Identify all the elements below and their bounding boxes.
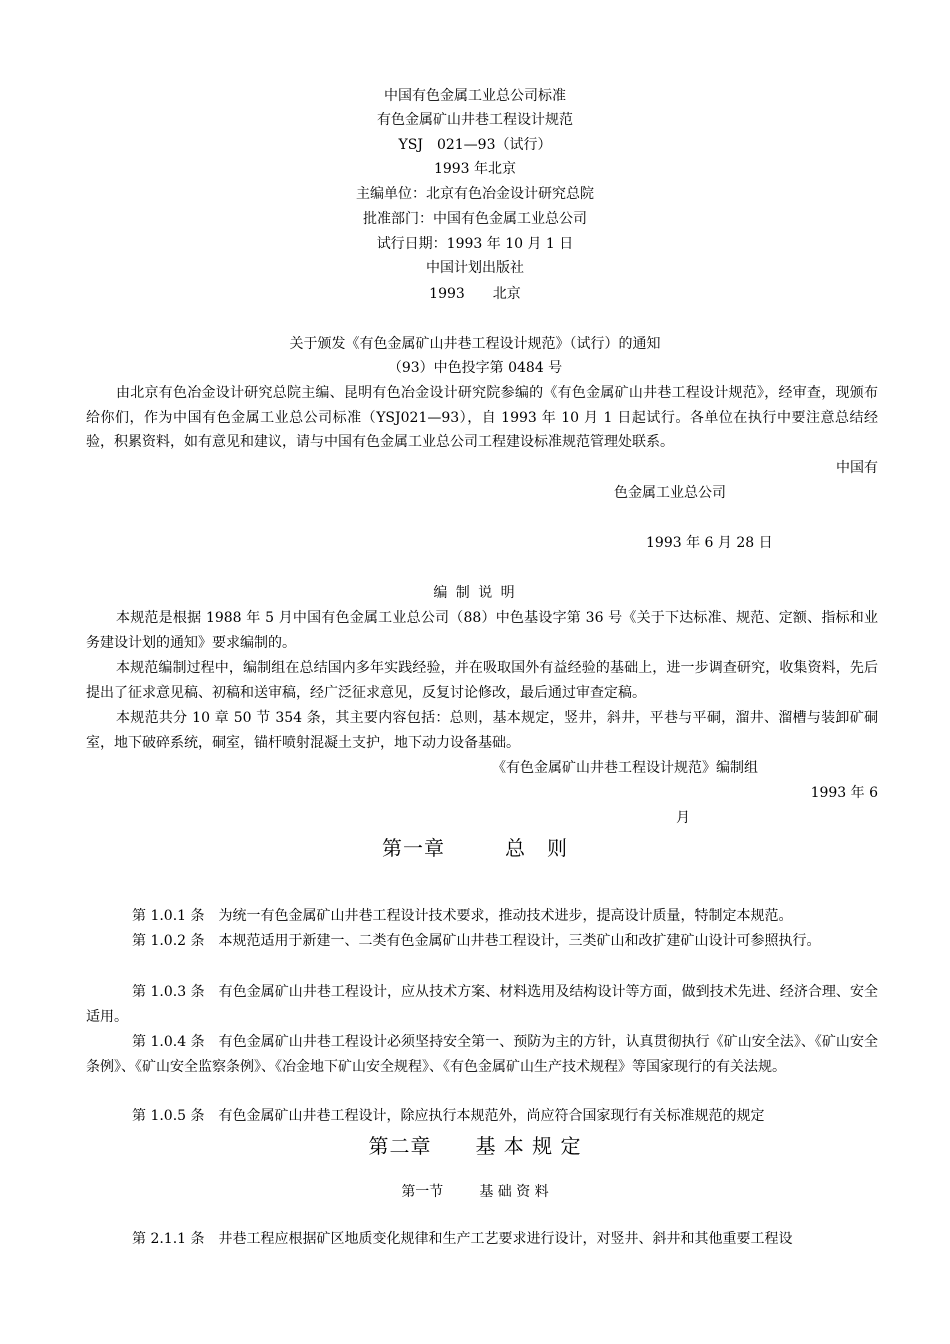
notice-signer-part2: 色金属工业总公司 <box>614 485 726 501</box>
publish-year-place: 1993 北京 <box>429 286 521 302</box>
article-1-0-3: 第 1.0.3 条 有色金属矿山井巷工程设计，应从技术方案、材料选用及结构设计等方面，做到技术先进、经济合理、安全适用。 <box>86 984 878 1025</box>
preface-paragraph-3: 本规范共分 10 章 50 节 354 条，其主要内容包括：总则，基本规定，竖井，斜井，平巷与平硐，溜井、溜槽与装卸矿硐室，地下破碎系统，硐室，锚杆喷射混凝土支护，地下动力设备基础。 <box>86 710 878 751</box>
article-2-1-1: 第 2.1.1 条 井巷工程应根据矿区地质变化规律和生产工艺要求进行设计，对竖井、斜井和其他重要工程设 <box>132 1231 793 1247</box>
section-1-number: 第一节 <box>401 1184 444 1200</box>
preface-signer: 《有色金属矿山井巷工程设计规范》编制组 <box>492 760 758 776</box>
notice-date: 1993 年 6 月 28 日 <box>646 535 773 551</box>
chief-editor-unit: 主编单位：北京有色冶金设计研究总院 <box>356 186 594 202</box>
section-1-title: 基 础 资 料 <box>479 1184 549 1200</box>
chapter-1-title: 总 则 <box>505 836 568 860</box>
preface-title: 编 制 说 明 <box>433 585 517 601</box>
chapter-2-title: 基 本 规 定 <box>475 1134 582 1158</box>
chapter-1-number: 第一章 <box>382 836 445 860</box>
trial-date: 试行日期：1993 年 10 月 1 日 <box>376 236 574 252</box>
article-1-0-1: 第 1.0.1 条 为统一有色金属矿山井巷工程设计技术要求，推动技术进步，提高设计质量，特制定本规范。 <box>132 908 793 924</box>
preface-date-part1: 1993 年 6 <box>810 785 878 801</box>
notice-title: 关于颁发《有色金属矿山井巷工程设计规范》（试行）的通知 <box>289 336 661 352</box>
chapter-1-heading <box>0 838 950 858</box>
preface-date-part2: 月 <box>676 810 690 826</box>
article-1-0-5: 第 1.0.5 条 有色金属矿山井巷工程设计，除应执行本规范外，尚应符合国家现行有关标准规范的规定 <box>132 1108 765 1124</box>
cover-year-place: 1993 年北京 <box>433 161 517 177</box>
notice-signer-part1: 中国有 <box>836 460 878 476</box>
chapter-2-heading <box>0 1136 950 1156</box>
preface-paragraph-1: 本规范是根据 1988 年 5 月中国有色金属工业总公司（88）中色基设字第 36 号《关于下达标准、规范、定额、指标和业务建设计划的通知》要求编制的。 <box>86 610 878 651</box>
standard-issuer: 中国有色金属工业总公司标准 <box>384 88 566 104</box>
notice-number: （93）中色投字第 0484 号 <box>387 360 563 376</box>
section-1-heading <box>0 1182 950 1202</box>
standard-code: YSJ 021—93（试行） <box>398 137 552 153</box>
notice-body: 由北京有色冶金设计研究总院主编、昆明有色冶金设计研究院参编的《有色金属矿山井巷工程设计规范》，经审查，现颁布给你们，作为中国有色金属工业总公司标准（YSJ021—93），自 1993 年 10 月 1 日起试行。各单位在执行中要注意总结经验，积累资料，如有意见和建议，请与中国有色金属工业总公司工程建设标准规范管理处联系。 <box>86 385 878 450</box>
publisher: 中国计划出版社 <box>426 260 524 276</box>
chapter-2-number: 第二章 <box>368 1134 432 1158</box>
preface-paragraph-2: 本规范编制过程中，编制组在总结国内多年实践经验，并在吸取国外有益经验的基础上，进一步调查研究，收集资料，先后提出了征求意见稿、初稿和送审稿，经广泛征求意见，反复讨论修改，最后通过审查定稿。 <box>86 660 878 701</box>
document-title: 有色金属矿山井巷工程设计规范 <box>377 112 573 128</box>
approving-department: 批准部门：中国有色金属工业总公司 <box>363 211 587 227</box>
article-1-0-2: 第 1.0.2 条 本规范适用于新建一、二类有色金属矿山井巷工程设计，三类矿山和改扩建矿山设计可参照执行。 <box>132 933 821 949</box>
article-1-0-4: 第 1.0.4 条 有色金属矿山井巷工程设计必须坚持安全第一、预防为主的方针，认真贯彻执行《矿山安全法》、《矿山安全条例》、《矿山安全监察条例》、《冶金地下矿山安全规程》、《有色金属矿山生产技术规程》等国家现行的有关法规。 <box>86 1034 878 1075</box>
